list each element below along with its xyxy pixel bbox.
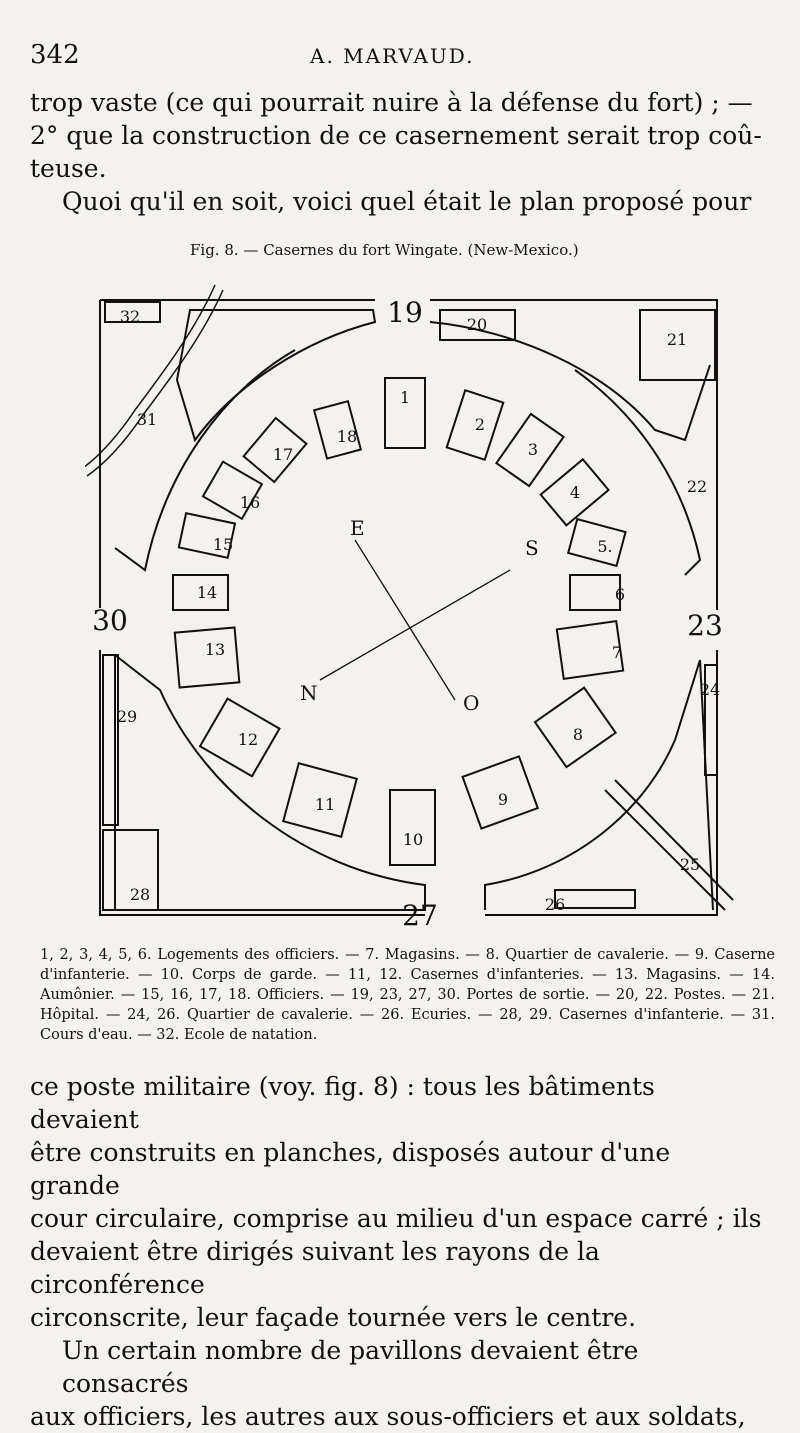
label-22: 22: [686, 477, 708, 496]
building-26: [555, 890, 635, 908]
text-line: circonscrite, leur façade tournée vers le centre.: [30, 1303, 637, 1332]
label-2: 2: [474, 415, 486, 434]
fort-plan: [85, 270, 745, 940]
text-bottom: [30, 1070, 765, 1433]
compass-s: S: [525, 536, 539, 560]
label-10: 10: [402, 830, 424, 849]
label-15: 15: [212, 535, 234, 554]
figure-legend: 1, 2, 3, 4, 5, 6. Logements des officiers. — 7. Magasins. — 8. Quartier de cavalerie. — 9. Caserne d'infanterie. — 10. Corps de garde. — 11, 12. Casernes d'infanteries. — 13. Magasins. — 14. Aumônier. — 15, 16, 17, 18. Officiers. — 19, 23, 27, 30. Portes de sortie. — 20, 22. Postes. — 21. Hôpital. — 24, 26. Quartier de cavalerie. — 26. Ecuries. — 28, 29. Casernes d'infanterie. — 31. Cours d'eau. — 32. Ecole de natation.: [40, 947, 775, 1043]
label-32: 32: [119, 307, 141, 326]
text-line: Quoi qu'il en soit, voici quel était le plan proposé pour: [62, 187, 752, 216]
label-1: 1: [399, 388, 411, 407]
label-13: 13: [204, 640, 226, 659]
compass-ns: [320, 570, 510, 680]
label-16: 16: [239, 493, 261, 512]
compass-ew: [355, 540, 455, 700]
compass-o: O: [463, 691, 480, 715]
label-8: 8: [572, 725, 584, 744]
label-18: 18: [336, 427, 358, 446]
page-number: 342: [30, 40, 80, 70]
label-17: 17: [272, 445, 294, 464]
text-line: aux officiers, les autres aux sous-officiers et aux soldats,: [30, 1402, 746, 1431]
figure-caption: Fig. 8. — Casernes du fort Wingate. (New-Mexico.): [190, 241, 579, 259]
label-4: 4: [569, 483, 581, 502]
text-line: Un certain nombre de pavillons devaient être consacrés: [62, 1336, 639, 1398]
text-line: devaient être dirigés suivant les rayons de la circonférence: [30, 1237, 600, 1299]
compass-e: E: [350, 516, 365, 540]
building-10: [390, 790, 435, 865]
label-31: 31: [136, 410, 158, 429]
label-12: 12: [237, 730, 259, 749]
text-line: trop vaste (ce qui pourrait nuire à la défense du fort) ; —: [30, 88, 753, 117]
label-14: 14: [196, 583, 218, 602]
text-line: 2° que la construction de ce casernement serait trop coû-: [30, 121, 762, 150]
building-6: [570, 575, 620, 610]
text-top: [30, 86, 765, 218]
text-line: ce poste militaire (voy. fig. 8) : tous les bâtiments devaient: [30, 1072, 655, 1134]
label-23: 23: [687, 609, 723, 642]
text-line: être construits en planches, disposés autour d'une grande: [30, 1138, 671, 1200]
text-line: cour circulaire, comprise au milieu d'un espace carré ; ils: [30, 1204, 762, 1233]
label-25: 25: [679, 855, 701, 874]
label-28: 28: [129, 885, 151, 904]
label-27: 27: [402, 899, 438, 932]
ring-segment: [115, 655, 425, 910]
ring-segment: [485, 660, 713, 910]
label-29: 29: [116, 707, 138, 726]
text-line: teuse.: [30, 154, 107, 183]
label-26: 26: [544, 895, 566, 914]
label-6: 6: [614, 585, 626, 604]
label-20: 20: [466, 315, 488, 334]
label-7: 7: [611, 643, 623, 662]
label-3: 3: [527, 440, 539, 459]
label-5: 5.: [597, 537, 613, 556]
label-11: 11: [314, 795, 336, 814]
ring-segment: [115, 350, 295, 570]
label-19: 19: [387, 296, 423, 329]
label-24: 24: [699, 680, 721, 699]
label-30: 30: [92, 604, 128, 637]
ring-segment: [177, 310, 375, 440]
running-head: A. MARVAUD.: [310, 44, 475, 68]
compass-n: N: [300, 681, 318, 705]
label-21: 21: [666, 330, 688, 349]
label-9: 9: [497, 790, 509, 809]
